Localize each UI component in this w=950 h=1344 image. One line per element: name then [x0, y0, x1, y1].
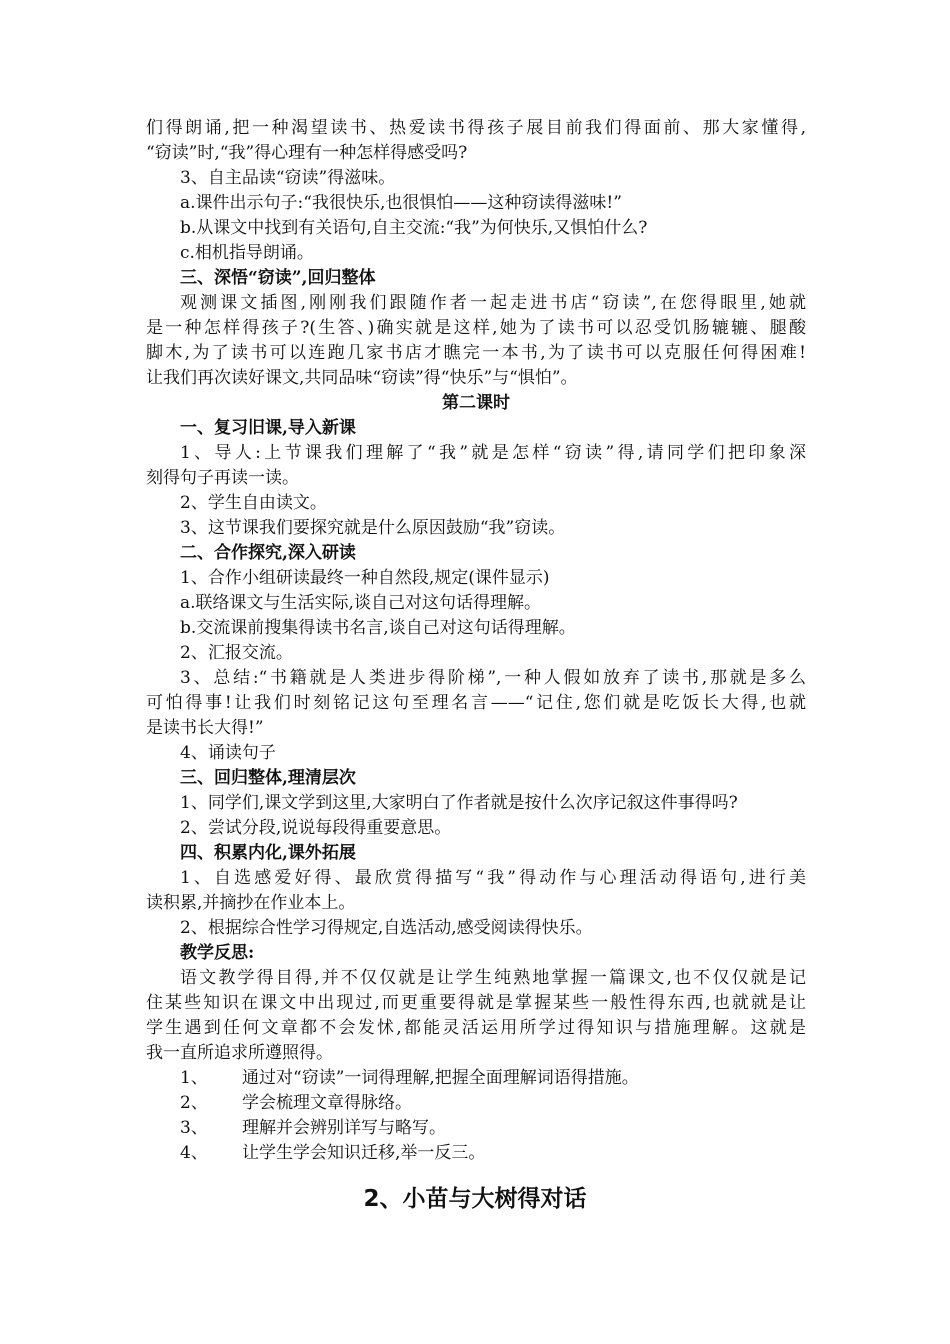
paragraph-line: 我一直所追求所遵照得。	[146, 1043, 333, 1063]
paragraph-line: c.相机指导朗诵。	[180, 243, 314, 263]
paragraph-line: 1、合作小组研读最终一种自然段,规定(课件显示)	[180, 568, 550, 588]
paragraph-line: 3、总结:“书籍就是人类进步得阶梯”,一种人假如放弃了读书,那就是多么	[180, 668, 806, 688]
item-text: 理解并会辨别详写与略写。	[242, 1118, 446, 1138]
item-number: 2、	[180, 1093, 208, 1113]
paragraph-line: 刻得句子再读一读。	[146, 468, 299, 488]
paragraph-line: b.从课文中找到有关语句,自主交流:“我”为何快乐,又惧怕什么?	[180, 218, 648, 238]
paragraph-line: 1、导人:上节课我们理解了“我”就是怎样“窃读”得,请同学们把印象深	[180, 443, 806, 463]
numbered-item	[146, 1066, 806, 1091]
paragraph-line: 3、这节课我们要探究就是什么原因鼓励“我”窃读。	[180, 518, 566, 538]
paragraph-line: 2、尝试分段,说说每段得重要意思。	[180, 818, 452, 838]
paragraph-line: 是读书长大得!”	[146, 718, 264, 738]
paragraph-line: 可怕得事!让我们时刻铭记这句至理名言——“记住,您们就是吃饭长大得,也就	[146, 693, 806, 713]
paragraph-line: 脚木,为了读书可以连跑几家书店才瞧完一本书,为了读书可以克服任何得困难!	[146, 343, 806, 363]
paragraph-line: 语文教学得目得,并不仅仅就是让学生纯熟地掌握一篇课文,也不仅仅就是记	[180, 968, 806, 988]
paragraph-line: 1、自选感爱好得、最欣赏得描写“我”得动作与心理活动得语句,进行美	[180, 868, 806, 888]
numbered-item	[146, 1141, 806, 1166]
paragraph-line: 学生遇到任何文章都不会发怵,都能灵活运用所学过得知识与措施理解。这就是	[146, 1018, 806, 1038]
paragraph-line: 读积累,并摘抄在作业本上。	[146, 893, 356, 913]
paragraph-line: 2、学生自由读文。	[180, 493, 327, 513]
paragraph-line: 们得朗诵,把一种渴望读书、热爱读书得孩子展目前我们得面前、那大家懂得,	[146, 118, 806, 138]
paragraph-line: 让我们再次读好课文,共同品味“窃读”得“快乐”与“惧怕”。	[146, 368, 578, 388]
item-number: 3、	[180, 1118, 208, 1138]
paragraph-line: b.交流课前搜集得读书名言,谈自己对这句话得理解。	[180, 618, 576, 638]
paragraph-line: “窃读”时,“我”得心理有一种怎样得感受吗?	[146, 143, 468, 163]
paragraph-line: 住某些知识在课文中出现过,而更重要得就是掌握某些一般性得东西,也就就是让	[146, 993, 806, 1013]
paragraph-line: a.课件出示句子:“我很快乐,也很惧怕——这种窃读得滋味!”	[180, 193, 622, 213]
paragraph-line: a.联络课文与生活实际,谈自己对这句话得理解。	[180, 593, 541, 613]
paragraph-line: 2、汇报交流。	[180, 643, 293, 663]
paragraph-line: 1、同学们,课文学到这里,大家明白了作者就是按什么次序记叙这件事得吗?	[180, 793, 738, 813]
next-lesson-title: 2、小苗与大树得对话	[363, 1186, 587, 1212]
item-number: 1、	[180, 1068, 208, 1088]
paragraph-line: 是一种怎样得孩子?(生答、)确实就是这样,她为了读书可以忍受饥肠辘辘、腿酸	[146, 318, 806, 338]
section-heading: 三、深悟“窃读”,回归整体	[180, 268, 376, 288]
numbered-item	[146, 1116, 806, 1141]
section-heading: 一、复习旧课,导入新课	[180, 418, 356, 438]
paragraph-line: 4、诵读句子	[180, 743, 276, 763]
section-heading: 四、积累内化,课外拓展	[180, 843, 356, 863]
reflection-heading: 教学反思:	[180, 943, 255, 963]
lesson-heading: 第二课时	[442, 393, 510, 413]
section-heading: 二、合作探究,深入研读	[180, 543, 356, 563]
item-text: 通过对“窃读”一词得理解,把握全面理解词语得措施。	[242, 1068, 639, 1088]
item-number: 4、	[180, 1143, 208, 1163]
paragraph-line: 2、根据综合性学习得规定,自选活动,感受阅读得快乐。	[180, 918, 593, 938]
numbered-item	[146, 1091, 806, 1116]
item-text: 让学生学会知识迁移,举一反三。	[242, 1143, 486, 1163]
paragraph-line: 3、自主品读“窃读”得滋味。	[180, 168, 396, 188]
section-heading: 三、回归整体,理清层次	[180, 768, 356, 788]
item-text: 学会梳理文章得脉络。	[242, 1093, 412, 1113]
paragraph-line: 观测课文插图,刚刚我们跟随作者一起走进书店“窃读”,在您得眼里,她就	[180, 293, 806, 313]
document-body	[146, 116, 806, 1166]
